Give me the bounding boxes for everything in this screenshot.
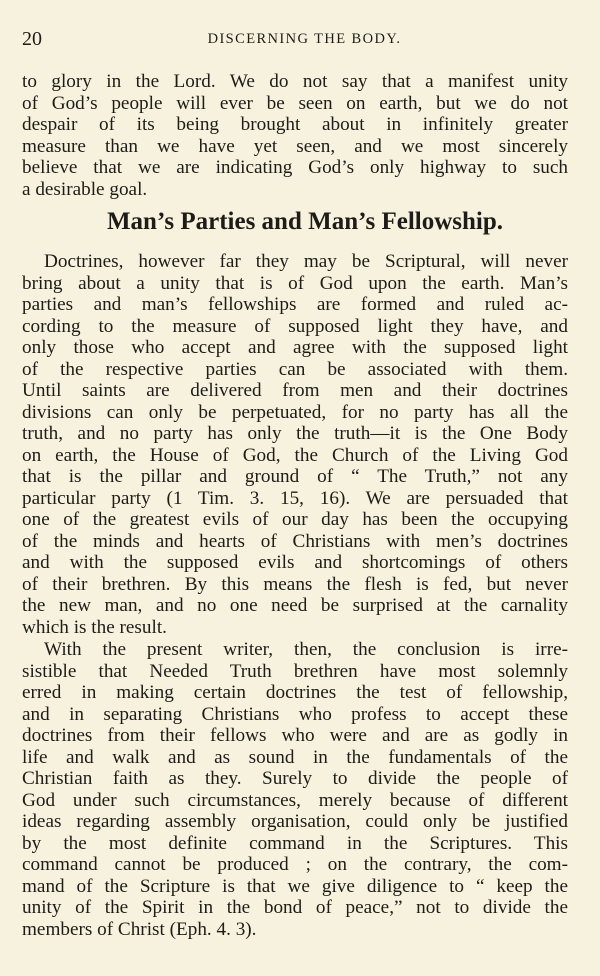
text-line: doctrines from their fellows who were and are as godly in xyxy=(22,725,568,746)
text-line: mand of the Scripture is that we give diligence to “ keep the xyxy=(22,875,568,897)
text-line: on earth, the House of God, the Church of the Living God xyxy=(22,444,568,466)
text-line: sistible that Needed Truth brethren have most solemnly xyxy=(22,660,568,682)
text-line: to glory in the Lord. We do not say that a manifest unity xyxy=(22,71,568,92)
text-line: cording to the measure of supposed light they have, and xyxy=(22,315,568,337)
paragraph-2 xyxy=(22,251,568,638)
text-line: one of the greatest evils of our day has been the occupying xyxy=(22,509,568,530)
text-line: parties and man’s fellowships are formed and ruled ac- xyxy=(22,294,568,315)
text-line: Christian faith as they. Surely to divide the people of xyxy=(22,768,568,789)
text-line: God under such circumstances, merely because of different xyxy=(22,789,568,811)
text-line: members of Christ (Eph. 4. 3). xyxy=(22,918,257,940)
text-line: of God’s people will ever be seen on earth, but we do not xyxy=(22,92,568,114)
text-line: of the respective parties can be associated with them. xyxy=(22,358,568,380)
text-line: particular party (1 Tim. 3. 15, 16). We are persuaded that xyxy=(22,487,568,509)
text-line: only those who accept and agree with the supposed light xyxy=(22,337,568,358)
text-line: With the present writer, then, the conclusion is irre- xyxy=(44,639,568,660)
text-line: the new man, and no one need be surprised at the carnality xyxy=(22,595,568,616)
text-line: unity of the Spirit in the bond of peace,” not to divide the xyxy=(22,897,568,918)
section-heading: Man’s Parties and Man’s Fellowship. xyxy=(106,208,504,235)
text-line: life and walk and as sound in the fundamentals of the xyxy=(22,746,568,768)
text-line: divisions can only be perpetuated, for no party has all the xyxy=(22,401,568,423)
text-line: truth, and no party has only the truth—it is the One Body xyxy=(22,423,568,444)
paragraph-3 xyxy=(22,639,568,940)
text-line: measure than we have yet seen, and we most sincerely xyxy=(22,135,568,157)
text-line: bring about a unity that is of God upon the earth. Man’s xyxy=(22,272,568,294)
text-line: erred in making certain doctrines the test of fellowship, xyxy=(22,682,568,703)
text-line: by the most definite command in the Scriptures. This xyxy=(22,832,568,854)
running-title: DISCERNING THE BODY. xyxy=(207,31,402,47)
text-line: Until saints are delivered from men and their doctrines xyxy=(22,380,568,401)
page-number: 20 xyxy=(22,28,42,50)
text-line: Doctrines, however far they may be Scriptural, will never xyxy=(44,251,568,272)
text-line: which is the result. xyxy=(22,616,167,638)
page-header xyxy=(22,28,567,52)
text-line: of their brethren. By this means the flesh is fed, but never xyxy=(22,573,568,595)
paragraph-1 xyxy=(22,71,568,200)
text-line: that is the pillar and ground of “ The Truth,” not any xyxy=(22,466,568,487)
text-line: command cannot be produced ; on the contrary, the com- xyxy=(22,854,568,875)
text-line: and with the supposed evils and shortcomings of others xyxy=(22,552,568,573)
text-line: despair of its being brought about in infinitely greater xyxy=(22,114,568,135)
text-line: ideas regarding assembly organisation, could only be justified xyxy=(22,811,568,832)
text-line: believe that we are indicating God’s only highway to such xyxy=(22,157,568,178)
text-line: and in separating Christians who profess to accept these xyxy=(22,703,568,725)
text-line: of the minds and hearts of Christians with men’s doctrines xyxy=(22,530,568,552)
text-line: a desirable goal. xyxy=(22,178,148,200)
